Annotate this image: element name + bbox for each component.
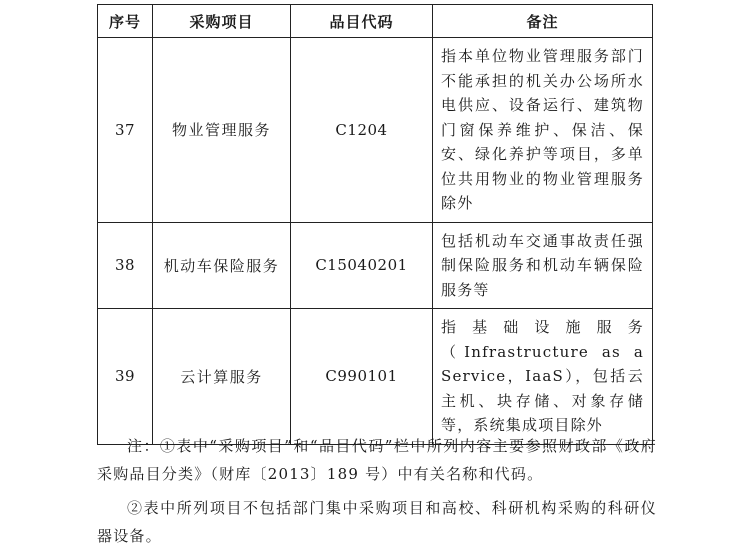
procurement-table <box>97 4 653 445</box>
row-seq: 39 <box>98 309 153 445</box>
table-header-row <box>98 5 653 38</box>
header-item: 采购项目 <box>153 5 291 38</box>
row-remark: 包括机动车交通事故责任强制保险服务和机动车辆保险服务等 <box>433 222 653 309</box>
row-seq: 38 <box>98 222 153 309</box>
row-code: C1204 <box>291 38 433 223</box>
note-1: 注：①表中“采购项目”和“品目代码”栏中所列内容主要参照财政部《政府采购品目分类》（财库〔2013〕189 号）中有关名称和代码。 <box>97 437 657 483</box>
header-code: 品目代码 <box>291 5 433 38</box>
table-notes <box>97 432 657 550</box>
header-remark: 备注 <box>433 5 653 38</box>
row-remark: 指本单位物业管理服务部门不能承担的机关办公场所水电供应、设备运行、建筑物门窗保养维护、保洁、保安、绿化养护等项目，多单位共用物业的物业管理服务除外 <box>433 38 653 223</box>
row-remark: 指基础设施服务（Infrastructure as a Service，IaaS），包括云主机、块存储、对象存储等，系统集成项目除外 <box>433 309 653 445</box>
row-item: 云计算服务 <box>153 309 291 445</box>
row-item: 机动车保险服务 <box>153 222 291 309</box>
note-2: ②表中所列项目不包括部门集中采购项目和高校、科研机构采购的科研仪器设备。 <box>97 499 657 545</box>
row-item: 物业管理服务 <box>153 38 291 223</box>
table-row <box>98 38 653 223</box>
header-seq: 序号 <box>98 5 153 38</box>
table-row <box>98 309 653 445</box>
row-code: C990101 <box>291 309 433 445</box>
row-seq: 37 <box>98 38 153 223</box>
table-row <box>98 222 653 309</box>
row-code: C15040201 <box>291 222 433 309</box>
